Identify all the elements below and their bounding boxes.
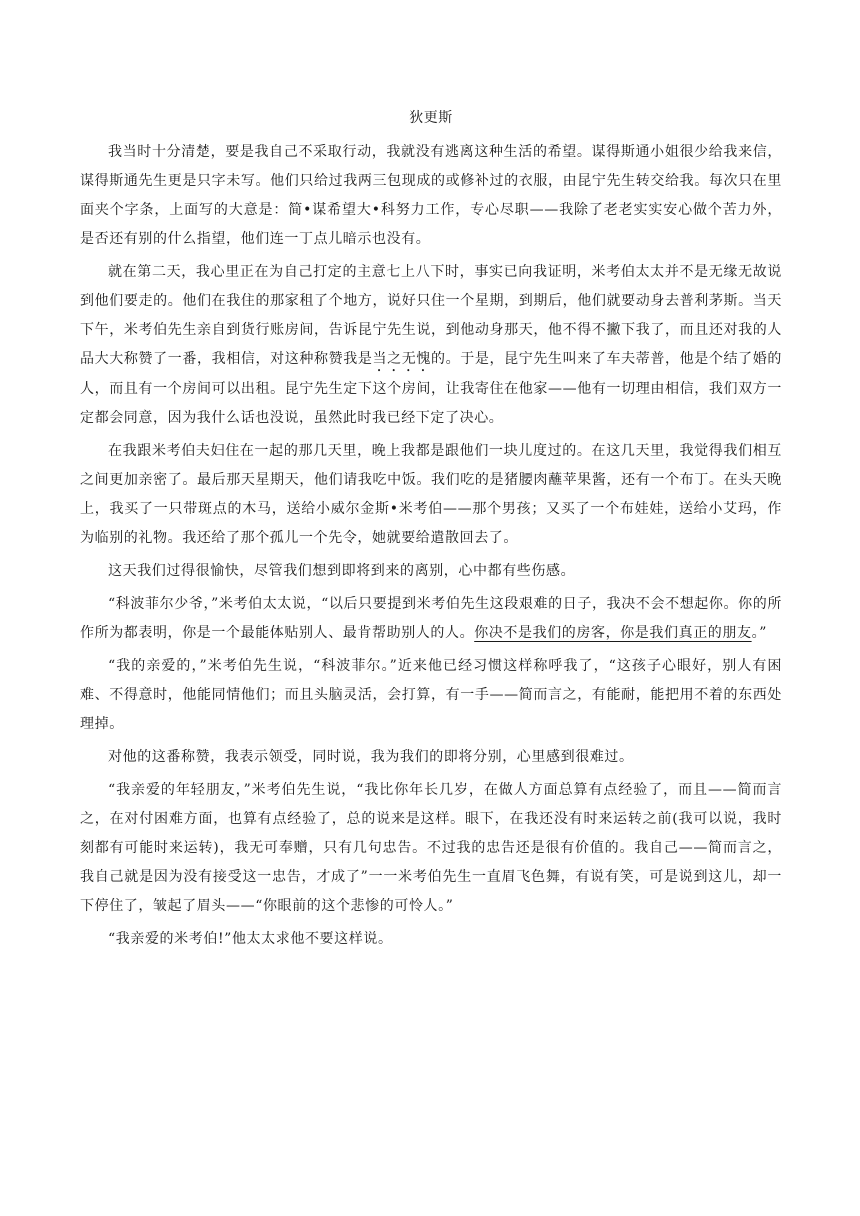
paragraph <box>80 590 782 648</box>
paragraph <box>80 138 782 254</box>
paragraph-text: 就在第二天，我心里正在为自己打定的主意七上八下时，事实已向我证明，米考伯太太并不是无缘无故说到他们要走的。他们在我住的那家租了个地方，说好只住一个星期，到期后，他们就要动身去普利茅斯。当天下午，米考伯先生亲自到货行账房间，告诉昆宁先生说，到他动身那天，他不得不撇下我了，而且还对我的人品大大称赞了一番，我相信，对这种称赞我是 <box>80 264 782 367</box>
paragraph-text: 。” <box>751 625 767 641</box>
paragraph <box>80 437 782 553</box>
paragraph-text: 的。于是，昆宁先生叫来了车夫蒂普，他是个结了婚的人，而且有一个房间可以出租。昆宁先生定下这个房间，让我寄住在他家——他有一切理由相信，我们双方一定都会同意，因为我什么话也没说，虽然此时我已经下定了决心。 <box>80 351 783 426</box>
paragraph <box>80 776 782 921</box>
paragraph-text: 在我跟米考伯夫妇住在一起的那几天里，晚上我都是跟他们一块儿度过的。在这几天里，我觉得我们相互之间更加亲密了。最后那天星期天，他们请我吃中饭。我们吃的是猪腰肉蘸苹果酱，还有一个布丁。在头天晚上，我买了一只带斑点的木马，送给小威尔金斯•米考伯——那个男孩；又买了一个布娃娃，送给小艾玛，作为临别的礼物。我还给了那个孤儿一个先令，她就要给遣散回去了。 <box>80 443 782 546</box>
paragraph-text: “科波菲尔少爷，”米考伯太太说，“以后只要提到米考伯先生这段艰难的日子，我决不会不想起你。你的所作所为都表明，你是一个最能体贴别人、最肯帮助别人的人。 <box>80 596 782 641</box>
paragraph <box>80 557 782 586</box>
paragraph-text: 对他的这番称赞，我表示领受，同时说，我为我们的即将分别，心里感到很难过。 <box>108 749 634 765</box>
paragraph <box>80 925 782 954</box>
document-body <box>80 108 782 958</box>
paragraph-text: 这天我们过得很愉快，尽管我们想到即将到来的离别，心中都有些伤感。 <box>108 563 576 579</box>
paragraph <box>80 652 782 739</box>
paragraph-list <box>80 138 782 954</box>
emphasis-dotted-text: 当之无愧 <box>372 351 432 367</box>
paragraph-text: “我亲爱的米考伯!”他太太求他不要这样说。 <box>108 931 393 947</box>
paragraph <box>80 258 782 433</box>
paragraph-text: “我的亲爱的，”米考伯先生说，“科波菲尔。”近来他已经习惯这样称呼我了，“这孩子心眼好，别人有困难、不得意时，他能同情他们；而且头脑灵活，会打算，有一手——简而言之，有能耐，能把用不着的东西处理掉。 <box>80 658 782 732</box>
paragraph-text: 我当时十分清楚，要是我自己不采取行动，我就没有逃离这种生活的希望。谋得斯通小姐很少给我来信，谋得斯通先生更是只字未写。他们只给过我两三包现成的或修补过的衣服，由昆宁先生转交给我。每次只在里面夹个字条，上面写的大意是：简•谋希望大•科努力工作，专心尽职——我除了老老实实安心做个苦力外，是否还有别的什么指望，他们连一丁点儿暗示也没有。 <box>80 144 782 247</box>
paragraph-text: “我亲爱的年轻朋友，”米考伯先生说，“我比你年长几岁，在做人方面总算有点经验了，而且——简而言之，在对付困难方面，也算有点经验了，总的说来是这样。眼下，在我还没有时来运转之前(我可以说，我时刻都有可能时来运转)，我无可奉赠，只有几句忠告。不过我的忠告还是很有价值的。我自己——简而言之，我自己就是因为没有接受这一忠告，才成了”一一米考伯先生一直眉飞色舞，有说有笑，可是说到这儿，却一下停住了，皱起了眉头——“你眼前的这个悲惨的可怜人。” <box>80 782 782 914</box>
author-name: 狄更斯 <box>409 110 453 126</box>
underlined-text: 你决不是我们的房客，你是我们真正的朋友 <box>474 625 752 641</box>
paragraph <box>80 743 782 772</box>
